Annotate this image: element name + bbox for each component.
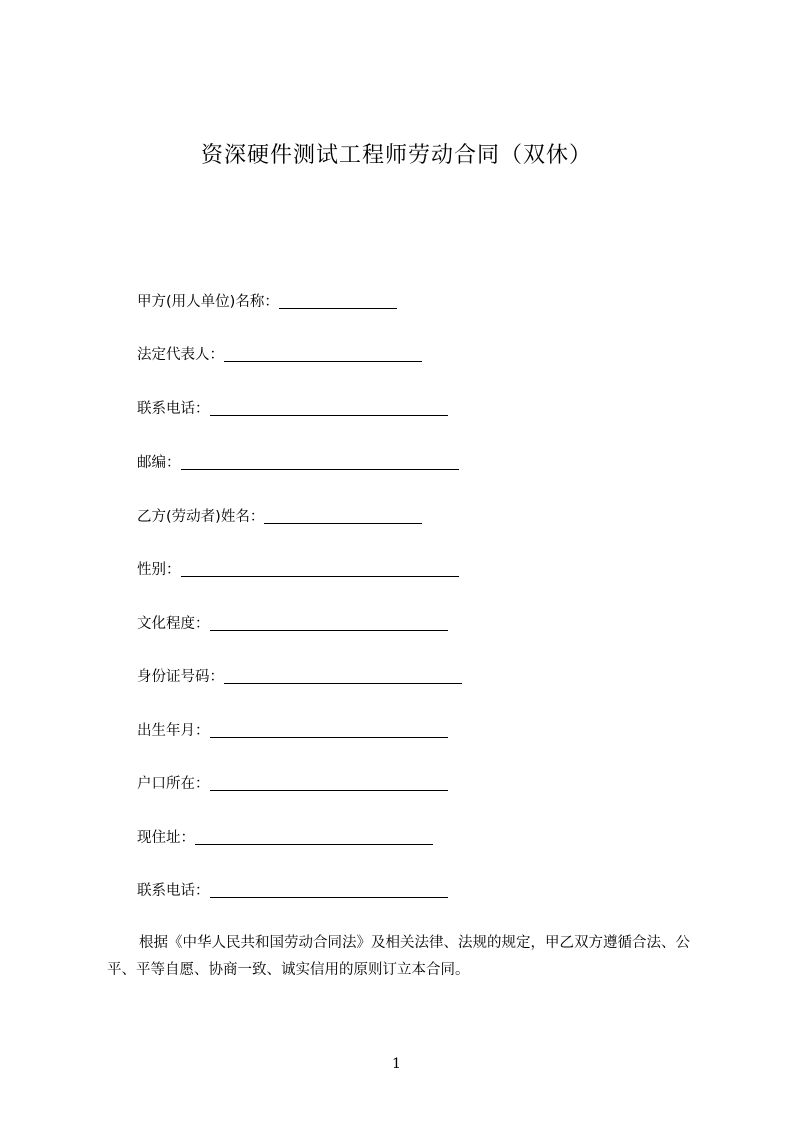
gender-field xyxy=(137,558,459,580)
field-label: 户口所在： xyxy=(137,776,210,792)
field-label: 法定代表人： xyxy=(137,347,224,363)
blank-line xyxy=(210,790,448,791)
field-label: 甲方(用人单位)名称： xyxy=(137,294,279,310)
page-number: 1 xyxy=(392,1056,401,1072)
field-label: 联系电话： xyxy=(137,401,210,417)
current-address-field xyxy=(137,826,433,848)
party-a-name-field xyxy=(137,290,397,312)
id-number-field xyxy=(137,665,462,687)
education-field xyxy=(137,612,448,634)
blank-line xyxy=(210,737,448,738)
field-label: 身份证号码： xyxy=(137,669,224,685)
birth-date-field xyxy=(137,719,448,741)
preamble-text: 根据《中华人民共和国劳动合同法》及相关法律、法规的规定，甲乙双方遵循合法、公平、平等自愿、协商一致、诚实信用的原则订立本合同。 xyxy=(107,935,690,978)
field-label: 现住址： xyxy=(137,830,195,846)
blank-line xyxy=(224,361,422,362)
blank-line xyxy=(181,576,459,577)
field-label: 性别： xyxy=(137,562,181,578)
document-title: 资深硬件测试工程师劳动合同（双休） xyxy=(200,143,592,168)
field-label: 出生年月： xyxy=(137,723,210,739)
field-label: 文化程度： xyxy=(137,616,210,632)
blank-line xyxy=(279,308,397,309)
party-b-name-field xyxy=(137,505,422,527)
blank-line xyxy=(264,523,422,524)
blank-line xyxy=(181,469,459,470)
field-label: 联系电话： xyxy=(137,883,210,899)
blank-line xyxy=(210,897,448,898)
field-label: 乙方(劳动者)姓名： xyxy=(137,509,265,525)
blank-line xyxy=(210,415,448,416)
party-a-phone-field xyxy=(137,397,448,419)
field-label: 邮编： xyxy=(137,455,181,471)
legal-representative-field xyxy=(137,343,422,365)
blank-line xyxy=(195,844,433,845)
household-registration-field xyxy=(137,772,448,794)
postcode-field xyxy=(137,451,459,473)
blank-line xyxy=(210,630,448,631)
blank-line xyxy=(224,683,462,684)
party-b-phone-field xyxy=(137,879,448,901)
preamble-paragraph xyxy=(107,930,707,984)
